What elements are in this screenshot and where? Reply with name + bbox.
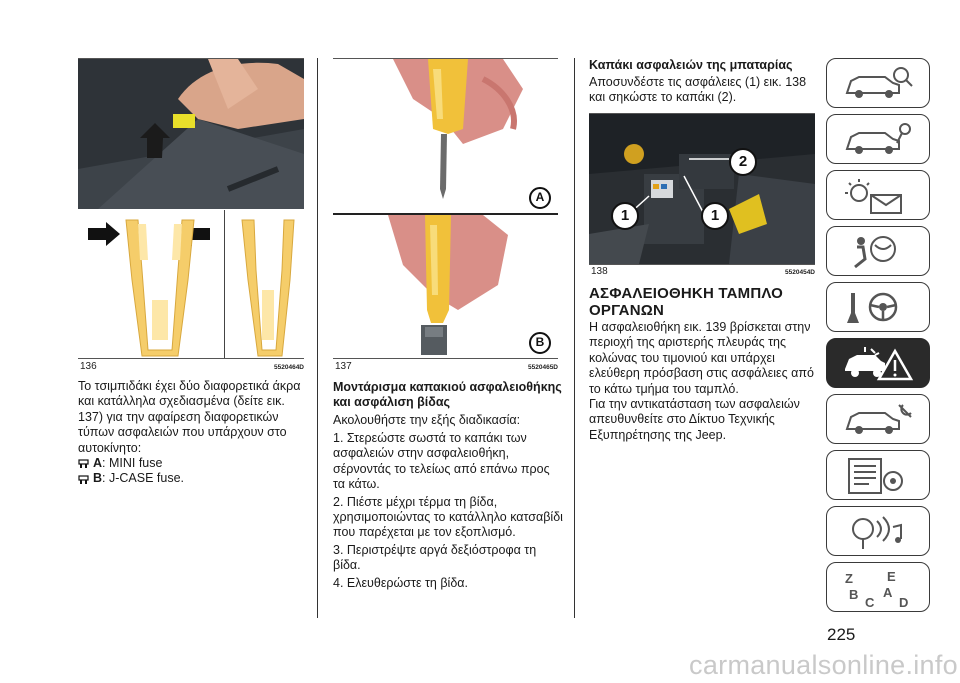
- figure-137-photo-a: [333, 59, 558, 211]
- technical-data-icon: [841, 457, 917, 495]
- tab-steering-wheel[interactable]: [826, 282, 930, 332]
- engine-bay-battery-photo: [589, 114, 815, 264]
- arrow-right-icon: [88, 222, 120, 246]
- index-letter-b: B: [849, 587, 859, 602]
- procedure-step-4: 4. Ελευθερώστε τη βίδα.: [333, 575, 468, 590]
- tweezers-illustration: [78, 210, 304, 358]
- car-maintenance-icon: [841, 401, 917, 439]
- figure-136-number: 136: [80, 361, 97, 372]
- index-letter-a: A: [883, 585, 893, 600]
- steering-wheel-icon: [841, 289, 917, 327]
- figure-138-label-cover: 2: [729, 148, 757, 176]
- car-info-icon: [841, 65, 917, 103]
- tab-car-key[interactable]: [826, 114, 930, 164]
- tab-technical-data[interactable]: [826, 450, 930, 500]
- tab-airbag[interactable]: [826, 226, 930, 276]
- dashboard-fusebox-location-text: Η ασφαλειοθήκη εικ. 139 βρίσκεται στην περιοχή της αριστερής πλευράς της κολώνας του τιμονιού και υπάρχει ελεύθερη πρόσβαση στις ασφάλειες από το κάτω τμήμα του ταμπλό.: [589, 320, 814, 396]
- list-item-mini-fuse: [78, 456, 310, 471]
- airbag-icon: [841, 233, 917, 271]
- figure-138-label-fuse-right: 1: [701, 202, 729, 230]
- column1-intro-text: Το τσιμπιδάκι έχει δύο διαφορετικά άκρα και κατάλληλα σχεδιασμένα (δείτε εικ. 137) για την αφαίρεση διαφορετικών τύπων ασφαλειών που υπάρχουν στο αυτοκίνητο:: [78, 379, 301, 455]
- column-separator-1: [317, 58, 318, 618]
- list-text-b: : J-CASE fuse.: [102, 471, 185, 486]
- list-key-a: A: [93, 456, 103, 470]
- figure-137-label-a: A: [529, 187, 551, 209]
- figure-137-bottom-rule: [333, 358, 558, 359]
- watermark: carmanualsonline.info: [689, 650, 958, 680]
- figure-136-bottom-rule: [78, 358, 304, 359]
- column-separator-2: [574, 58, 575, 618]
- figure-138-number: 138: [591, 266, 608, 277]
- figure-137-code: 5520465D: [528, 364, 558, 371]
- multimedia-icon: [841, 513, 917, 551]
- figure-138-bottom-rule: [589, 264, 815, 265]
- tab-emergency[interactable]: [826, 338, 930, 388]
- figure-138-label-fuse-left: 1: [611, 202, 639, 230]
- warning-lights-icon: [841, 177, 917, 215]
- fuse-type-list: [78, 456, 310, 487]
- procedure-steps: [333, 431, 565, 591]
- figure-137-number: 137: [335, 361, 352, 372]
- section-heading-cover-mounting: Μοντάρισμα καπακιού ασφαλειοθήκης και ασφάλιση βίδας: [333, 380, 562, 409]
- figure-138-code: 5520454D: [785, 269, 815, 276]
- page-number: 225: [827, 625, 856, 644]
- index-letter-e: E: [887, 569, 896, 584]
- tab-car-info[interactable]: [826, 58, 930, 108]
- figure-136-photo: [78, 59, 304, 209]
- procedure-step-1: 1. Στερεώστε σωστά το καπάκι των ασφαλειών στην ασφαλειοθήκη, σέρνοντάς το τελείως από επάνω προς τα κάτω.: [333, 431, 550, 492]
- battery-cover-instructions: Αποσυνδέστε τις ασφάλειες (1) εικ. 138 και σηκώστε το καπάκι (2).: [589, 75, 807, 105]
- figure-137-label-b: B: [529, 332, 551, 354]
- procedure-step-3: 3. Περιστρέψτε αργά δεξιόστροφα τη βίδα.: [333, 542, 537, 573]
- figure-138-photo: [589, 114, 815, 264]
- fuse-replacement-service-text: Για την αντικατάσταση των ασφαλειών απευθυνθείτε στο Δίκτυο Τεχνικής Εξυπηρέτησης της Jeep.: [589, 397, 800, 442]
- index-letter-c: C: [865, 595, 875, 609]
- tab-multimedia[interactable]: [826, 506, 930, 556]
- fuse-removal-photo: [78, 59, 304, 209]
- tweezers-end-a-photo: [333, 59, 558, 211]
- section-heading-battery-cover: Καπάκι ασφαλειών της μπαταρίας: [589, 58, 793, 72]
- index-letter-z: Z: [845, 571, 853, 586]
- index-letter-d: D: [899, 595, 909, 609]
- car-key-icon: [841, 121, 917, 159]
- procedure-step-2: 2. Πιέστε μέχρι τέρμα τη βίδα, χρησιμοποιώντας το κατάλληλο κατσαβίδι που παρέχεται με τον εξοπλισμό.: [333, 494, 563, 540]
- list-item-jcase-fuse: [78, 471, 310, 486]
- tab-index[interactable]: [826, 562, 930, 612]
- figure-136-tweezers-diagram: [78, 210, 304, 358]
- procedure-intro: Ακολουθήστε την εξής διαδικασία:: [333, 413, 521, 427]
- list-text-a: : MINI fuse: [102, 456, 163, 470]
- fuse-bullet-icon: [78, 475, 89, 484]
- tab-warning-lights[interactable]: [826, 170, 930, 220]
- emergency-icon: [841, 345, 917, 383]
- list-key-b: B: [93, 471, 103, 486]
- index-icon: [841, 569, 917, 609]
- section-title-dashboard-fusebox: ΑΣΦΑΛΕΙΟΘΗΚΗ ΤΑΜΠΛΟ ΟΡΓΑΝΩΝ: [589, 285, 784, 319]
- tweezers-end-b-photo: [333, 215, 558, 358]
- figure-137-photo-b: [333, 215, 558, 358]
- figure-136-code: 5520464D: [274, 364, 304, 371]
- tab-car-maintenance[interactable]: [826, 394, 930, 444]
- fuse-bullet-icon: [78, 459, 89, 468]
